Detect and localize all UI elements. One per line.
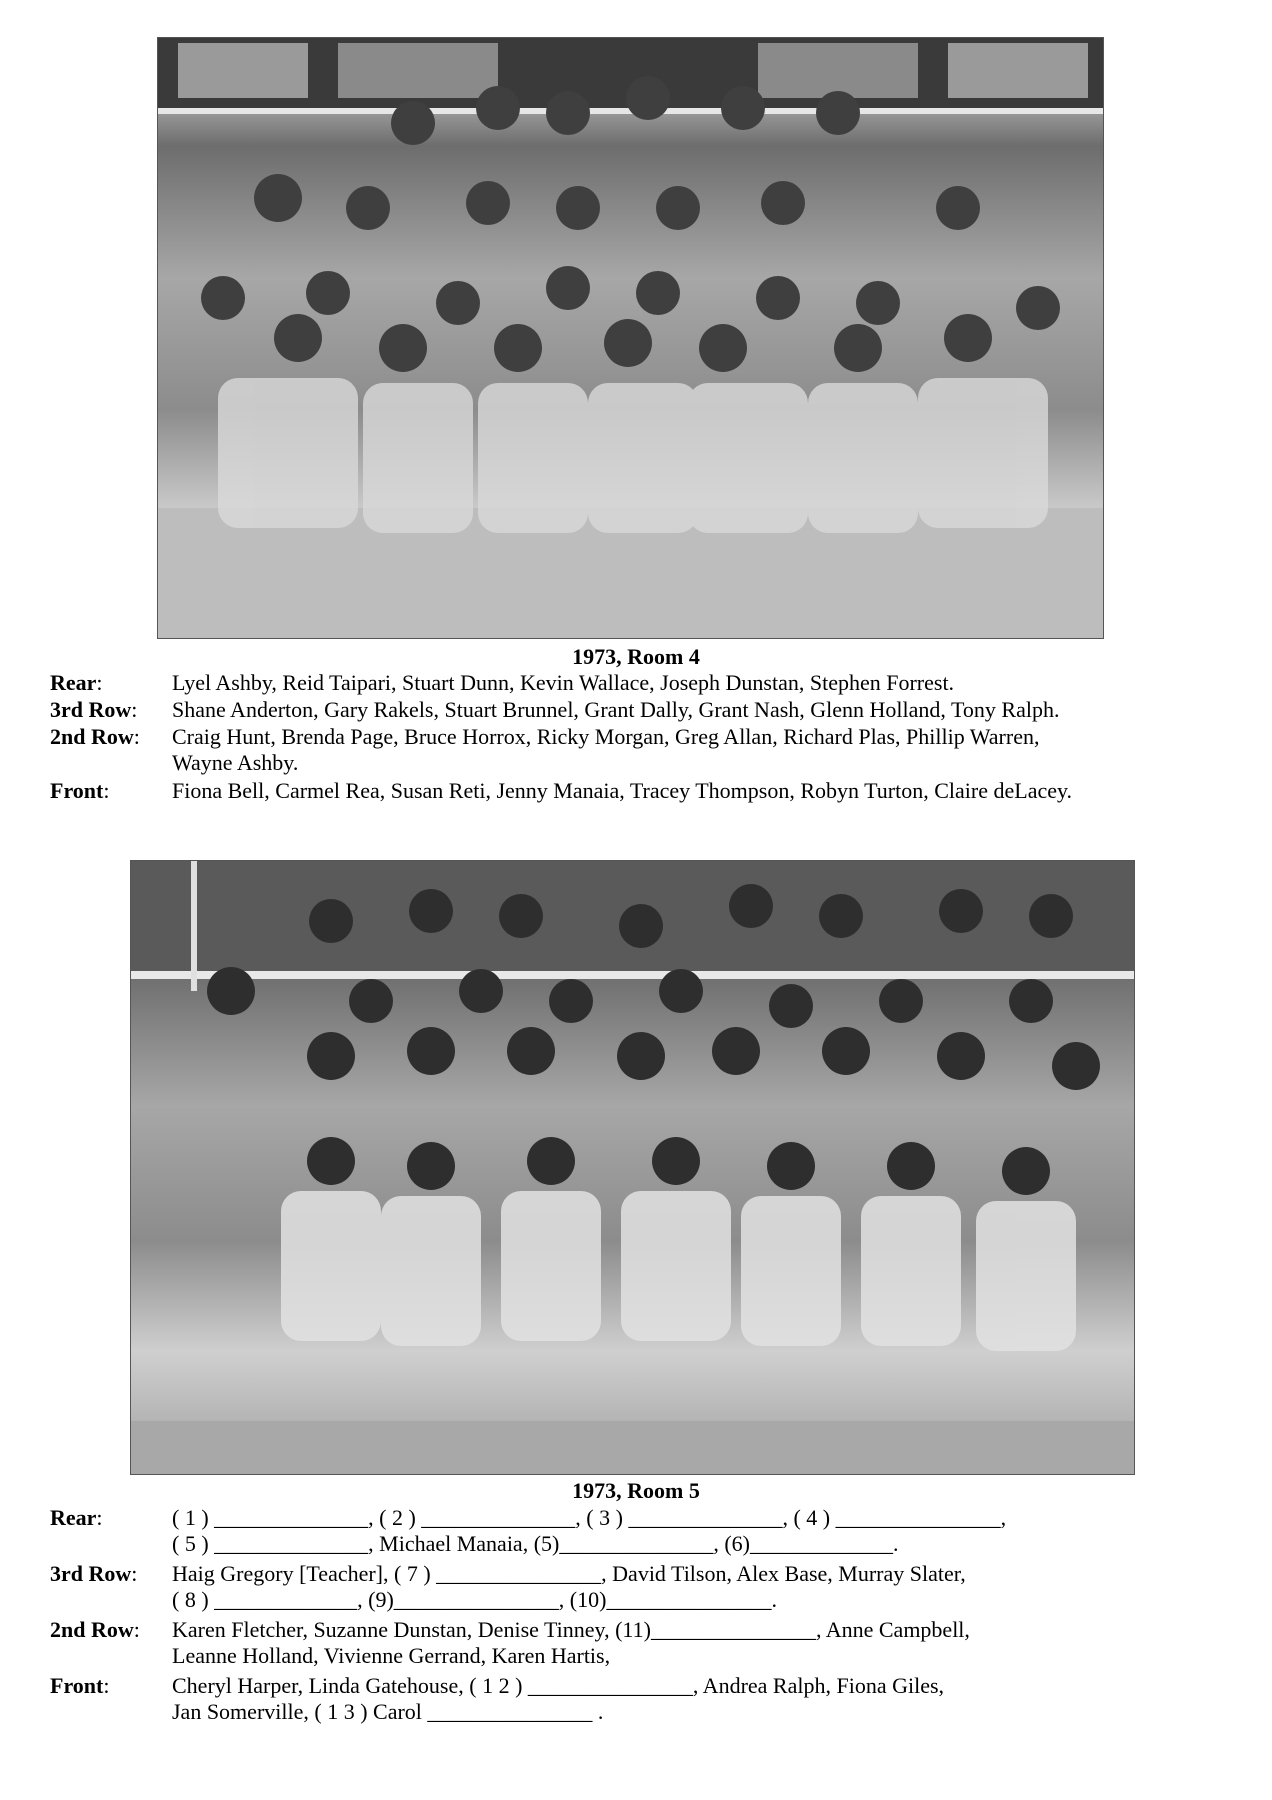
class-photo-room-4 (157, 37, 1104, 639)
caption-title-room-4: 1973, Room 4 (572, 644, 700, 669)
class-photo-room-5 (130, 860, 1135, 1475)
row-names: Haig Gregory [Teacher], ( 7 ) _______________, David Tilson, Alex Base, Murray Slater, (172, 1561, 966, 1586)
caption-title-room-5: 1973, Room 5 (572, 1478, 700, 1503)
row-label: Rear (50, 670, 97, 695)
row-label: Rear (50, 1505, 97, 1530)
row-names: ( 1 ) ______________, ( 2 ) ______________, ( 3 ) ______________, ( 4 ) _______________, (172, 1505, 1007, 1530)
row-names: Cheryl Harper, Linda Gatehouse, ( 1 2 ) _______________, Andrea Ralph, Fiona Giles, (172, 1673, 945, 1698)
row-label: 3rd Row (50, 1561, 132, 1586)
row-names: Lyel Ashby, Reid Taipari, Stuart Dunn, Kevin Wallace, Joseph Dunstan, Stephen Forrest. (172, 670, 955, 695)
row-names: Karen Fletcher, Suzanne Dunstan, Denise Tinney, (11)_______________, Anne Campbell, (172, 1617, 970, 1642)
row-label: 2nd Row (50, 724, 134, 749)
row-names: ( 8 ) _____________, (9)_______________, (10)_______________. (172, 1587, 777, 1612)
row-label: 2nd Row (50, 1617, 134, 1642)
row-label: Front (50, 1673, 104, 1698)
row-names: Leanne Holland, Vivienne Gerrand, Karen Hartis, (172, 1643, 611, 1668)
row-label: 3rd Row (50, 697, 132, 722)
row-label: Front (50, 778, 104, 803)
row-names: Jan Somerville, ( 1 3 ) Carol _______________ . (172, 1699, 604, 1724)
row-names: Craig Hunt, Brenda Page, Bruce Horrox, Ricky Morgan, Greg Allan, Richard Plas, Phillip Warren, (172, 724, 1040, 749)
row-names: Wayne Ashby. (172, 750, 299, 775)
row-names: Shane Anderton, Gary Rakels, Stuart Brunnel, Grant Dally, Grant Nash, Glenn Holland, Tony Ralph. (172, 697, 1060, 722)
row-names: Fiona Bell, Carmel Rea, Susan Reti, Jenny Manaia, Tracey Thompson, Robyn Turton, Claire deLacey. (172, 778, 1073, 803)
row-names: ( 5 ) ______________, Michael Manaia, (5)______________, (6)_____________. (172, 1531, 899, 1556)
